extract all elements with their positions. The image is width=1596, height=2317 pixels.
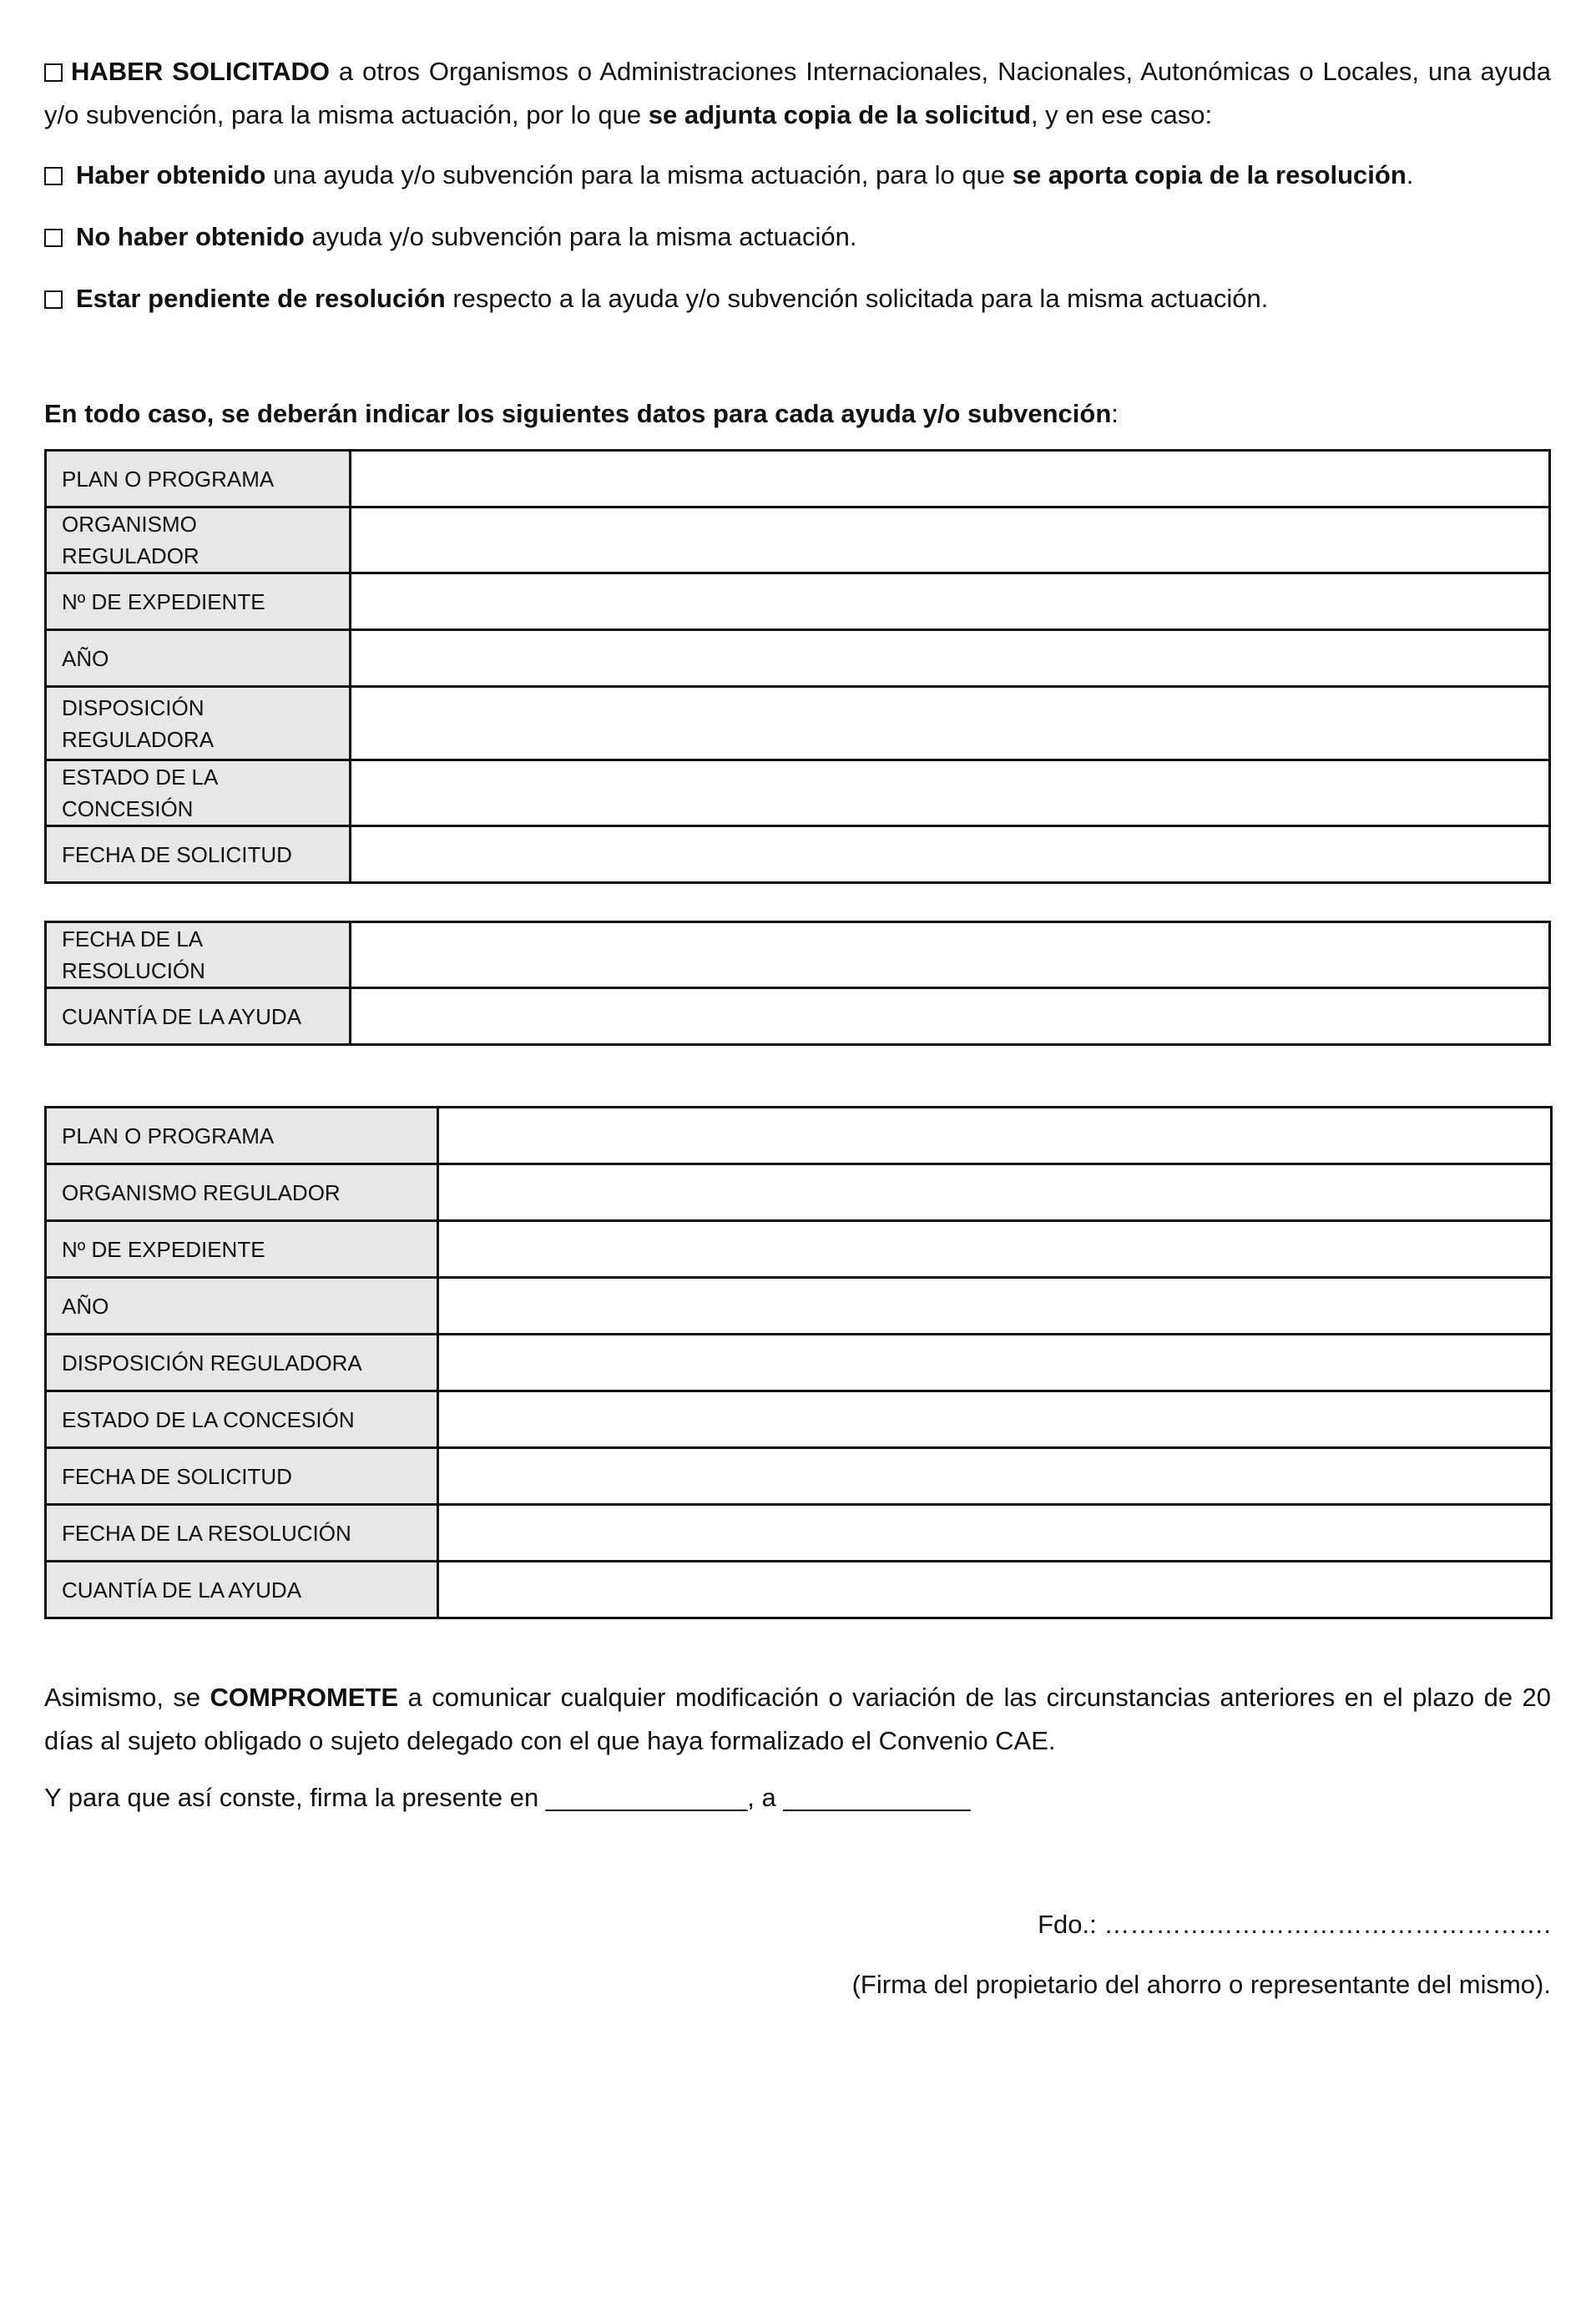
table-row (46, 1505, 1552, 1562)
table-row (46, 507, 1550, 573)
aid-table-1 (44, 449, 1551, 884)
field-label: PLAN O PROGRAMA (46, 451, 351, 507)
cuantia-ayuda-input[interactable] (360, 991, 1543, 1042)
ano-input-2[interactable] (447, 1280, 1545, 1332)
field-label: PLAN O PROGRAMA (46, 1108, 438, 1164)
field-value-cell[interactable] (351, 922, 1550, 988)
field-label: CUANTÍA DE LA AYUDA (46, 988, 351, 1045)
field-label: FECHA DE LA RESOLUCIÓN (46, 922, 351, 988)
table-row (46, 922, 1550, 988)
field-value-cell[interactable] (351, 451, 1550, 507)
fecha-resolucion-input[interactable] (360, 929, 1543, 981)
field-value-cell[interactable] (438, 1278, 1552, 1335)
expediente-input[interactable] (360, 576, 1543, 628)
fecha-resolucion-input-2[interactable] (447, 1507, 1545, 1559)
table-row (46, 1164, 1552, 1221)
checkbox-no-haber-obtenido[interactable] (44, 229, 63, 247)
intro-heading: En todo caso, se deberán indicar los siguientes datos para cada ayuda y/o subvención: (44, 399, 1119, 428)
expediente-input-2[interactable] (447, 1224, 1545, 1275)
field-value-cell[interactable] (438, 1391, 1552, 1448)
field-value-cell[interactable] (438, 1335, 1552, 1391)
table-row (46, 988, 1550, 1045)
field-value-cell[interactable] (351, 760, 1550, 826)
comprometer-label: COMPROMETE (210, 1683, 399, 1712)
date-blank[interactable]: _____________ (783, 1783, 971, 1812)
declaration-paragraph: HABER SOLICITADO a otros Organismos o Administraciones Internacionales, Nacionales, Autonómicas o Locales, una ayuda y/o subvención, para la misma actuación, por lo que se adjunta copia de la solicitud, y en ese caso: (44, 57, 1551, 129)
field-value-cell[interactable] (351, 988, 1550, 1045)
field-value-cell[interactable] (438, 1448, 1552, 1505)
field-label: FECHA DE SOLICITUD (46, 826, 351, 883)
field-label: ESTADO DE LA CONCESIÓN (46, 760, 351, 826)
field-label: Nº DE EXPEDIENTE (46, 1221, 438, 1278)
table-row (46, 1335, 1552, 1391)
adjunta-copia-text: se adjunta copia de la solicitud (648, 100, 1031, 129)
table-row (46, 687, 1550, 760)
plan-programa-input[interactable] (360, 453, 1543, 505)
estado-concesion-input[interactable] (360, 767, 1543, 819)
table-row (46, 826, 1550, 883)
organismo-regulador-input[interactable] (360, 514, 1543, 566)
field-value-cell[interactable] (351, 826, 1550, 883)
cuantia-ayuda-input-2[interactable] (447, 1564, 1545, 1616)
aid-table-2 (44, 921, 1551, 1046)
estado-concesion-input-2[interactable] (447, 1394, 1545, 1446)
table-row (46, 1278, 1552, 1335)
field-label: Nº DE EXPEDIENTE (46, 573, 351, 630)
option-pendiente-resolucion: Estar pendiente de resolución respecto a la ayuda y/o subvención solicitada para la misma actuación. (44, 277, 1551, 321)
option-no-haber-obtenido: No haber obtenido ayuda y/o subvención para la misma actuación. (44, 215, 1551, 259)
option-haber-obtenido: Haber obtenido una ayuda y/o subvención para la misma actuación, para lo que se aporta copia de la resolución. (44, 154, 1551, 197)
table-row (46, 630, 1550, 687)
table-row (46, 760, 1550, 826)
signature-caption: (Firma del propietario del ahorro o representante del mismo). (851, 1970, 1551, 1999)
field-label: ORGANISMO REGULADOR (46, 507, 351, 573)
checkbox-haber-solicitado[interactable] (44, 63, 63, 82)
field-value-cell[interactable] (438, 1562, 1552, 1618)
field-label: CUANTÍA DE LA AYUDA (46, 1562, 438, 1618)
field-label: ORGANISMO REGULADOR (46, 1164, 438, 1221)
field-label: AÑO (46, 1278, 438, 1335)
closing-line: Y para que así conste, firma la presente en ______________, a _____________ (44, 1783, 971, 1812)
field-label: DISPOSICIÓN REGULADORA (46, 1335, 438, 1391)
aid-table-3 (44, 1106, 1553, 1619)
disposicion-reguladora-input-2[interactable] (447, 1337, 1545, 1389)
plan-programa-input-2[interactable] (447, 1110, 1545, 1162)
haber-solicitado-label: HABER SOLICITADO (71, 57, 330, 86)
field-value-cell[interactable] (438, 1164, 1552, 1221)
field-label: FECHA DE SOLICITUD (46, 1448, 438, 1505)
field-value-cell[interactable] (438, 1505, 1552, 1562)
signature-field[interactable]: ……………………………………………. (1104, 1910, 1551, 1939)
table-row (46, 1448, 1552, 1505)
table-row (46, 1562, 1552, 1618)
ano-input[interactable] (360, 633, 1543, 684)
field-value-cell[interactable] (351, 687, 1550, 760)
field-value-cell[interactable] (351, 630, 1550, 687)
table-row (46, 1221, 1552, 1278)
fecha-solicitud-input[interactable] (360, 829, 1543, 881)
disposicion-reguladora-input[interactable] (360, 698, 1543, 750)
fecha-solicitud-input-2[interactable] (447, 1451, 1545, 1502)
table-row (46, 451, 1550, 507)
form-page (44, 50, 1551, 2007)
field-value-cell[interactable] (351, 507, 1550, 573)
field-label: AÑO (46, 630, 351, 687)
place-blank[interactable]: ______________ (545, 1783, 748, 1812)
field-value-cell[interactable] (351, 573, 1550, 630)
field-value-cell[interactable] (438, 1108, 1552, 1164)
commitment-paragraph: Asimismo, se COMPROMETE a comunicar cualquier modificación o variación de las circunstancias anteriores en el plazo de 20 días al sujeto obligado o sujeto delegado con el que haya formalizado el Convenio CAE. (44, 1683, 1551, 1755)
field-value-cell[interactable] (438, 1221, 1552, 1278)
checkbox-pendiente-resolucion[interactable] (44, 290, 63, 309)
table-row (46, 1108, 1552, 1164)
field-label: DISPOSICIÓN REGULADORA (46, 687, 351, 760)
organismo-regulador-input-2[interactable] (447, 1167, 1545, 1219)
checkbox-haber-obtenido[interactable] (44, 167, 63, 185)
field-label: FECHA DE LA RESOLUCIÓN (46, 1505, 438, 1562)
signature-line: Fdo.: ……………………………………………. (1038, 1910, 1551, 1939)
table-row (46, 1391, 1552, 1448)
table-row (46, 573, 1550, 630)
field-label: ESTADO DE LA CONCESIÓN (46, 1391, 438, 1448)
